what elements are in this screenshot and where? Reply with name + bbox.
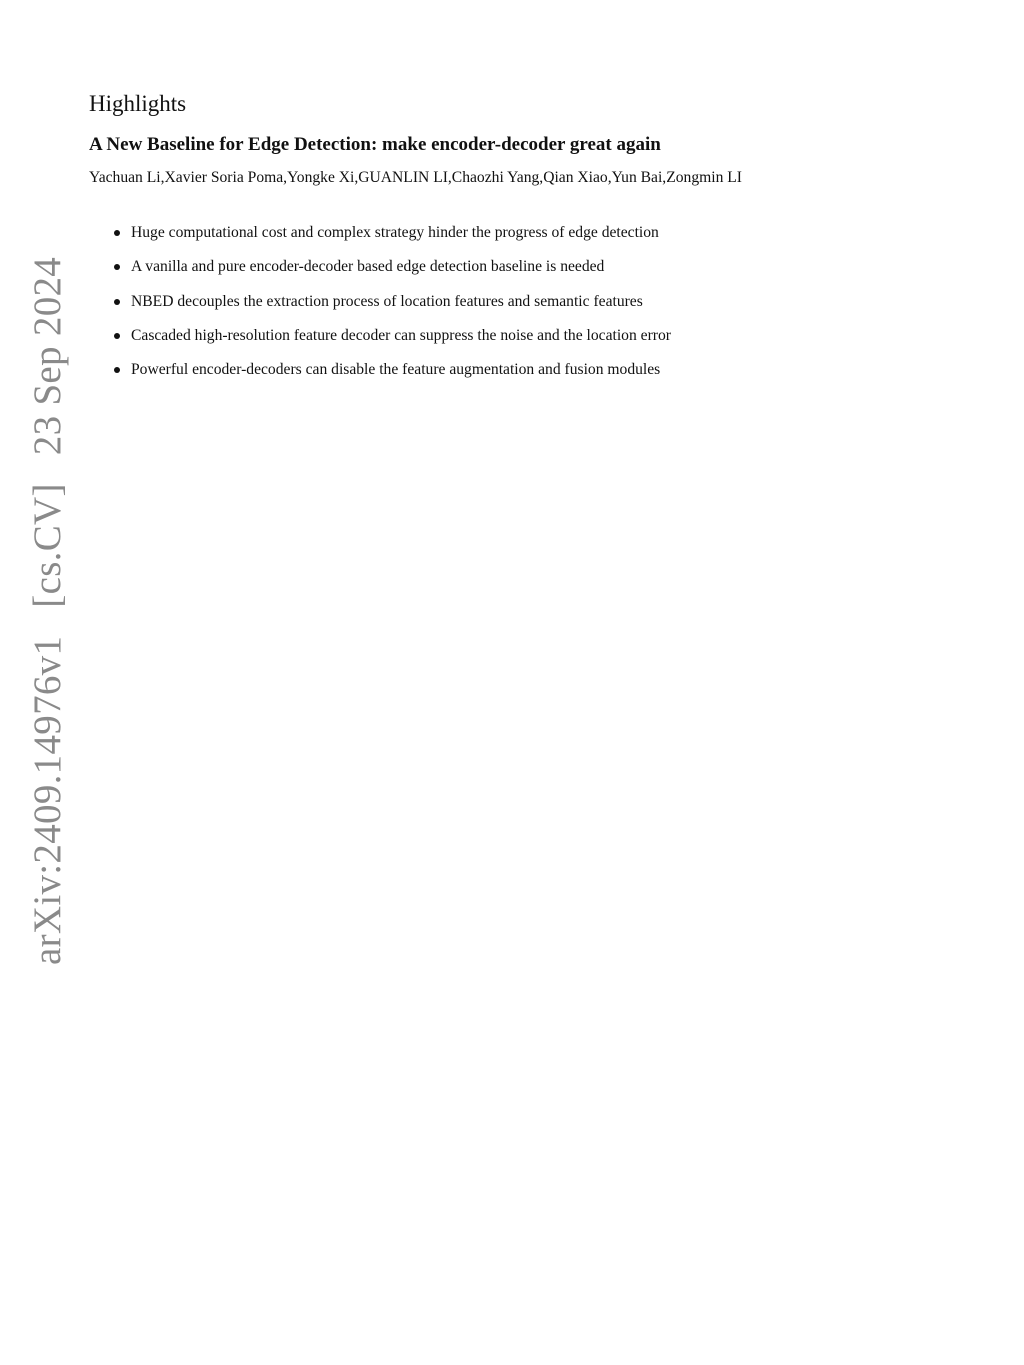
highlight-text: A vanilla and pure encoder-decoder based edge detection baseline is needed (131, 258, 605, 276)
paper-title: A New Baseline for Edge Detection: make encoder-decoder great again (89, 134, 661, 155)
highlights-heading: Highlights (89, 91, 187, 116)
arxiv-side-stamp (28, 257, 67, 965)
highlight-item (112, 325, 671, 359)
bullet-icon (114, 230, 120, 236)
bullet-icon (114, 299, 120, 305)
highlight-text: Powerful encoder-decoders can disable the feature augmentation and fusion modules (131, 361, 661, 379)
arxiv-id: arXiv:2409.14976v1 (26, 635, 69, 965)
highlight-text: Cascaded high-resolution feature decoder can suppress the noise and the location error (131, 326, 671, 344)
bullet-icon (114, 264, 120, 270)
highlight-text: NBED decouples the extraction process of location features and semantic features (131, 292, 643, 310)
highlight-text: Huge computational cost and complex strategy hinder the progress of edge detection (131, 224, 659, 241)
arxiv-category: [cs.CV] (26, 483, 69, 608)
bullet-icon (114, 367, 120, 373)
highlight-item (112, 256, 671, 290)
bullet-icon (114, 333, 120, 339)
highlight-item (112, 291, 671, 325)
highlight-item (112, 359, 671, 393)
highlight-item (112, 222, 671, 256)
highlights-list (112, 222, 671, 393)
arxiv-date: 23 Sep 2024 (26, 256, 69, 456)
author-list: Yachuan Li,Xavier Soria Poma,Yongke Xi,GUANLIN LI,Chaozhi Yang,Qian Xiao,Yun Bai,Zongmin LI (89, 169, 742, 186)
